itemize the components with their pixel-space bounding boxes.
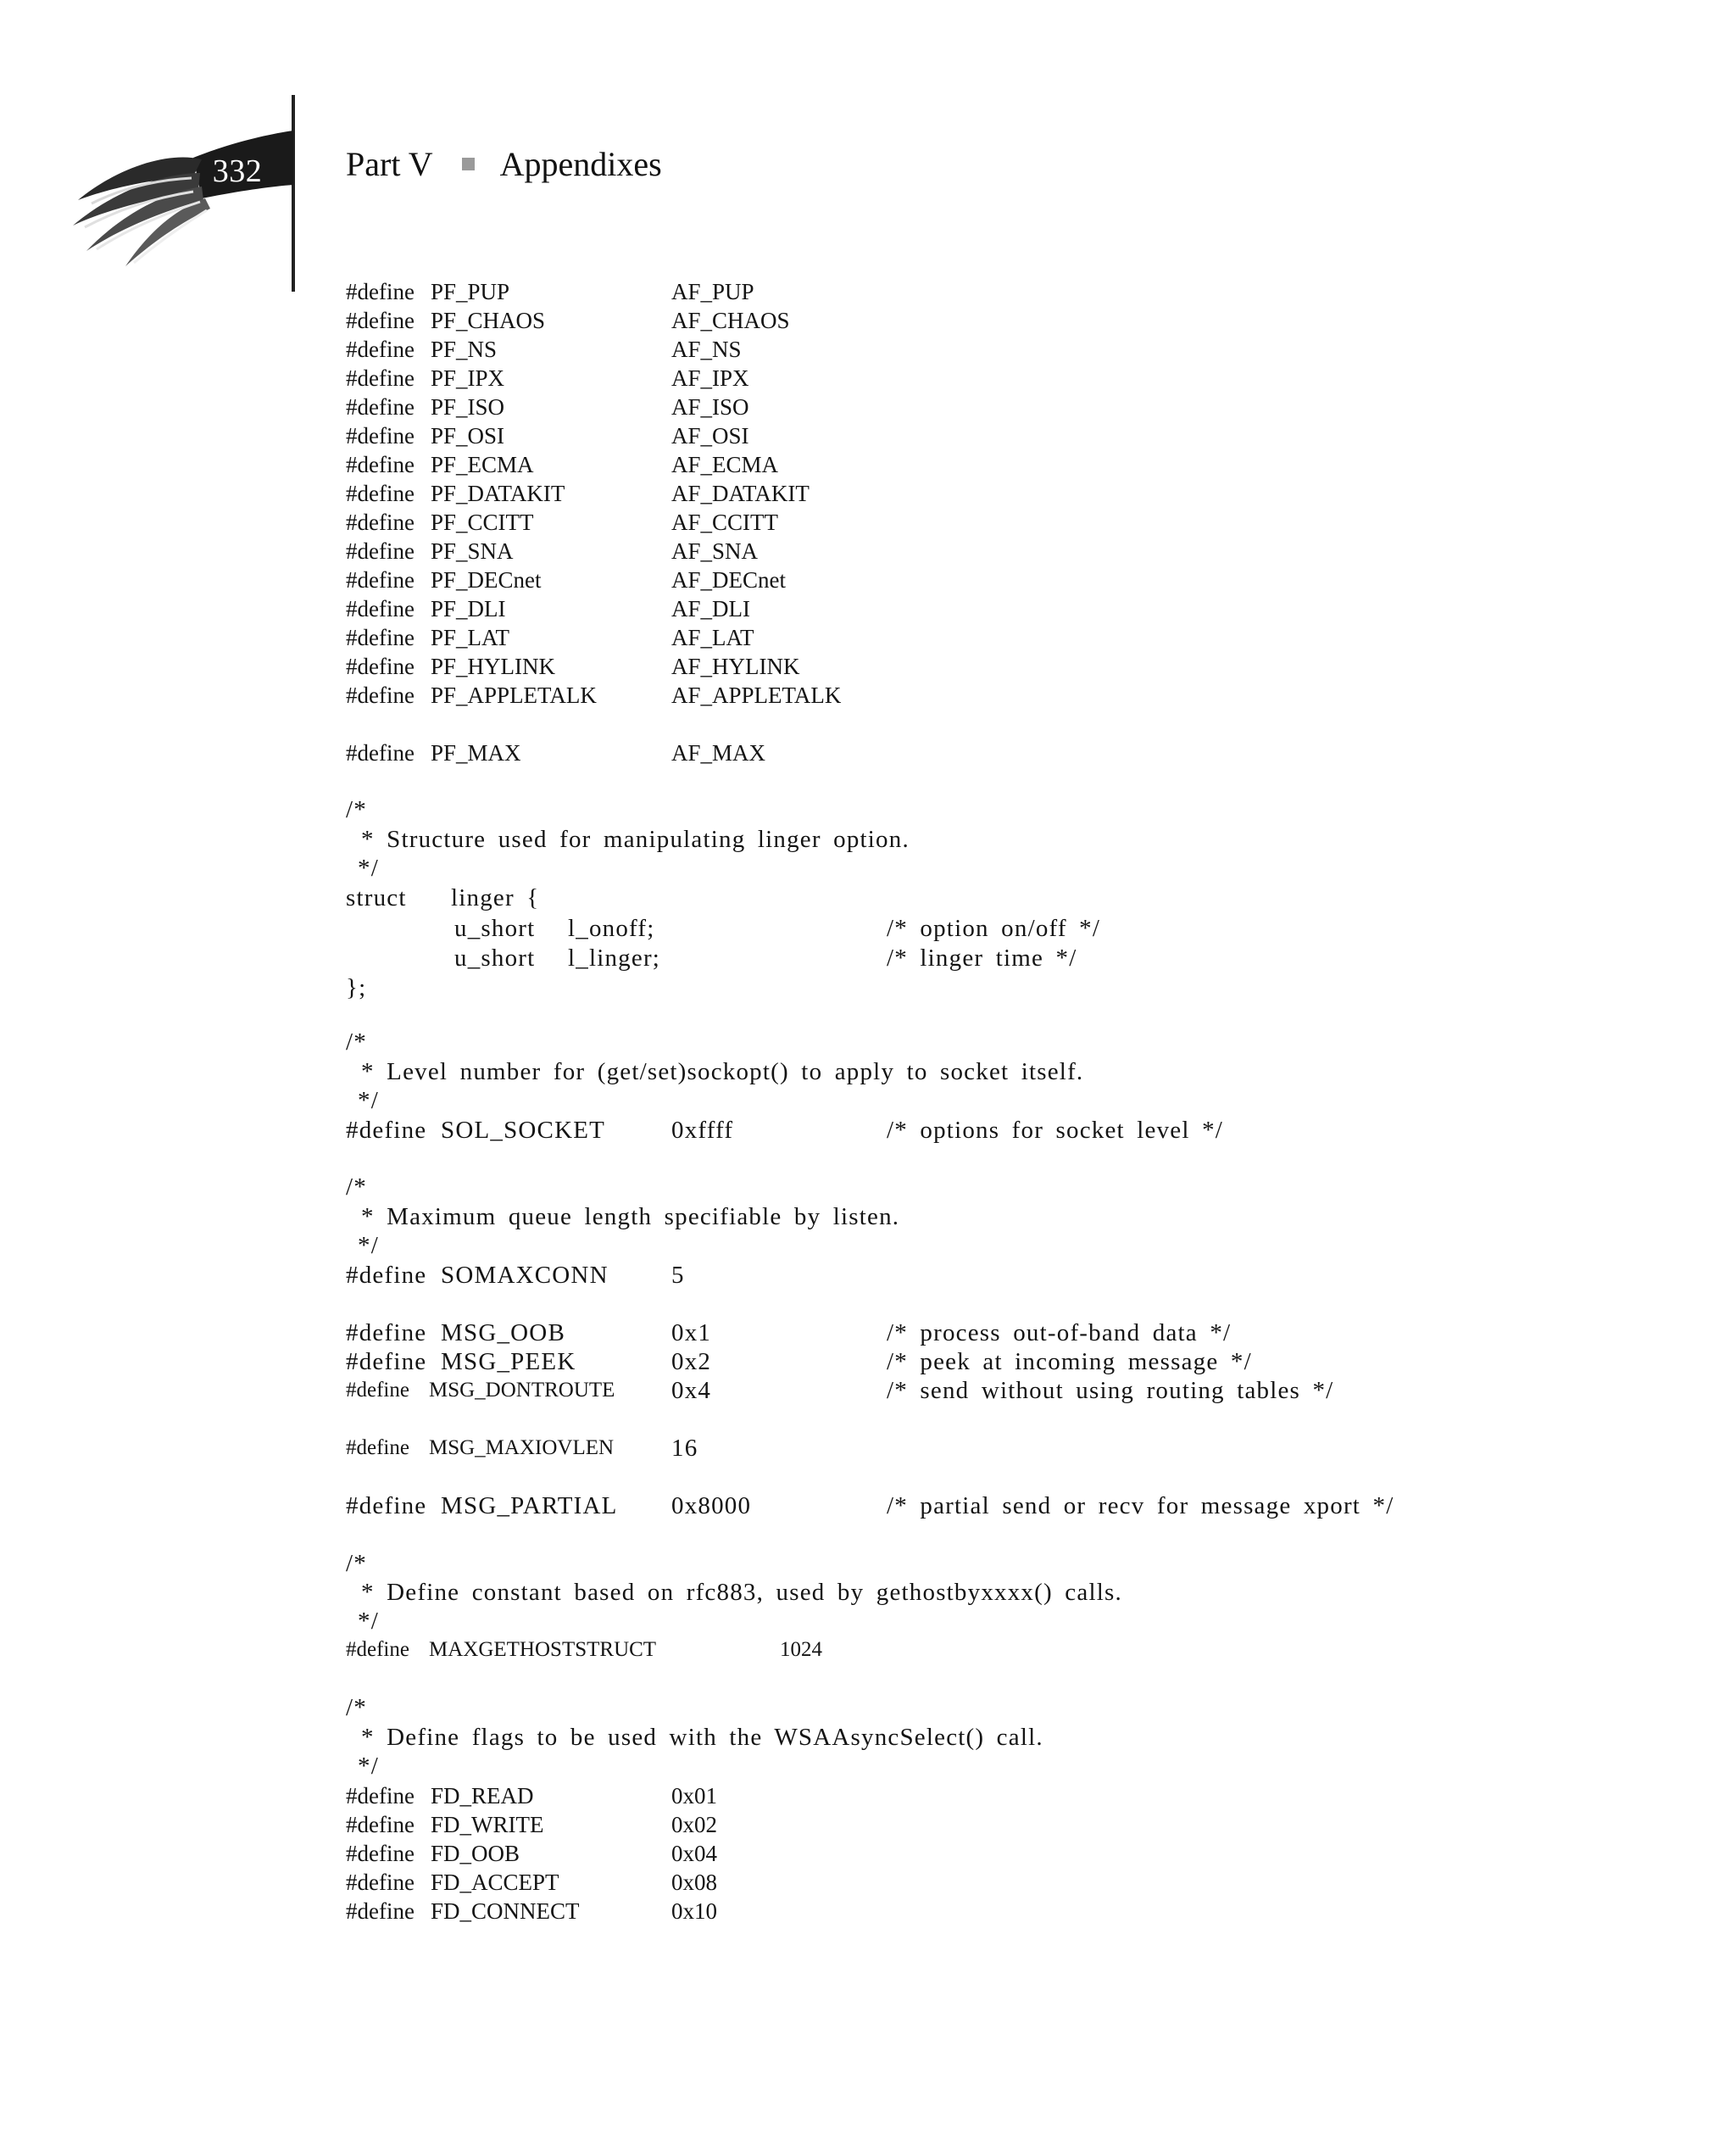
- define-keyword: #define: [346, 1379, 409, 1402]
- define-name: PF_APPLETALK: [431, 683, 597, 708]
- define-name: SOMAXCONN: [441, 1262, 609, 1289]
- comment-text: * Define constant based on rfc883, used by gethostbyxxxx() calls.: [361, 1579, 1122, 1606]
- define-value: AF_ECMA: [671, 452, 779, 477]
- comment-text: * Structure used for manipulating linger option.: [361, 826, 910, 853]
- define-keyword: #define: [346, 567, 415, 593]
- define-value: 0x4: [671, 1377, 712, 1404]
- comment-text: * Maximum queue length specifiable by listen.: [361, 1203, 900, 1230]
- line-comment: /* process out-of-band data */: [887, 1319, 1232, 1346]
- define-name: MSG_DONTROUTE: [429, 1379, 615, 1402]
- define-keyword: #define: [346, 1436, 409, 1459]
- define-keyword: #define: [346, 596, 415, 621]
- define-value: AF_DECnet: [671, 567, 786, 593]
- member-type: u_short: [454, 945, 536, 972]
- member-comment: /* option on/off */: [887, 915, 1101, 942]
- define-name: MSG_PARTIAL: [441, 1492, 618, 1519]
- define-keyword: #define: [346, 538, 415, 564]
- define-value: AF_DATAKIT: [671, 481, 810, 506]
- define-keyword: #define: [346, 1492, 427, 1519]
- define-value: AF_CHAOS: [671, 308, 790, 333]
- define-keyword: #define: [346, 452, 415, 477]
- comment-text: /*: [346, 1173, 367, 1201]
- comment-text: */: [358, 1753, 379, 1780]
- define-keyword: #define: [346, 423, 415, 449]
- define-value: 5: [671, 1262, 685, 1289]
- define-keyword: #define: [346, 394, 415, 420]
- struct-keyword: struct: [346, 884, 407, 911]
- define-name: FD_CONNECT: [431, 1898, 580, 1924]
- define-name: PF_OSI: [431, 423, 505, 449]
- define-name: MSG_PEEK: [441, 1348, 576, 1375]
- define-name: PF_SNA: [431, 538, 514, 564]
- define-name: PF_IPX: [431, 365, 505, 391]
- struct-name: linger {: [451, 884, 540, 911]
- define-value: AF_NS: [671, 337, 742, 362]
- define-name: PF_MAX: [431, 740, 521, 766]
- define-name: PF_ISO: [431, 394, 505, 420]
- define-value: 16: [671, 1435, 698, 1462]
- define-name: FD_ACCEPT: [431, 1870, 559, 1895]
- define-keyword: #define: [346, 654, 415, 679]
- define-value: 0x8000: [671, 1492, 752, 1519]
- member-type: u_short: [454, 915, 536, 942]
- comment-text: /*: [346, 796, 367, 823]
- define-value: 0x1: [671, 1319, 712, 1346]
- define-keyword: #define: [346, 308, 415, 333]
- define-value: AF_OSI: [671, 423, 749, 449]
- comment-text: * Define flags to be used with the WSAAsyncSelect() call.: [361, 1724, 1043, 1751]
- define-name: PF_DLI: [431, 596, 506, 621]
- define-value: AF_HYLINK: [671, 654, 800, 679]
- define-keyword: #define: [346, 683, 415, 708]
- define-keyword: #define: [346, 1812, 415, 1837]
- comment-text: */: [358, 855, 379, 882]
- define-keyword: #define: [346, 365, 415, 391]
- define-name: PF_PUP: [431, 279, 510, 304]
- define-value: AF_APPLETALK: [671, 683, 842, 708]
- define-name: MSG_OOB: [441, 1319, 565, 1346]
- define-keyword: #define: [346, 1841, 415, 1866]
- define-value: AF_LAT: [671, 625, 754, 650]
- comment-text: /*: [346, 1028, 367, 1056]
- define-keyword: #define: [346, 279, 415, 304]
- define-name: MSG_MAXIOVLEN: [429, 1436, 615, 1459]
- define-name: PF_HYLINK: [431, 654, 556, 679]
- line-comment: /* peek at incoming message */: [887, 1348, 1252, 1375]
- define-value: 0x10: [671, 1898, 717, 1924]
- define-keyword: #define: [346, 1262, 427, 1289]
- define-keyword: #define: [346, 1319, 427, 1346]
- line-comment: /* partial send or recv for message xport */: [887, 1492, 1394, 1519]
- line-comment: /* send without using routing tables */: [887, 1377, 1334, 1404]
- define-value: 0x04: [671, 1841, 717, 1866]
- define-name: FD_READ: [431, 1783, 534, 1809]
- define-value: 0xffff: [671, 1117, 734, 1144]
- define-name: PF_LAT: [431, 625, 510, 650]
- define-name: PF_ECMA: [431, 452, 534, 477]
- define-keyword: #define: [346, 337, 415, 362]
- define-keyword: #define: [346, 1348, 427, 1375]
- comment-text: */: [358, 1608, 379, 1635]
- define-value: 1024: [780, 1638, 822, 1661]
- comment-text: * Level number for (get/set)sockopt() to apply to socket itself.: [361, 1058, 1084, 1085]
- define-keyword: #define: [346, 1117, 427, 1144]
- define-value: AF_IPX: [671, 365, 749, 391]
- define-name: PF_DECnet: [431, 567, 542, 593]
- define-value: AF_SNA: [671, 538, 759, 564]
- define-value: AF_ISO: [671, 394, 749, 420]
- define-keyword: #define: [346, 740, 415, 766]
- define-name: PF_DATAKIT: [431, 481, 565, 506]
- define-name: PF_CCITT: [431, 510, 534, 535]
- define-value: AF_PUP: [671, 279, 754, 304]
- define-keyword: #define: [346, 1870, 415, 1895]
- define-value: AF_CCITT: [671, 510, 779, 535]
- define-keyword: #define: [346, 625, 415, 650]
- define-value: 0x2: [671, 1348, 712, 1375]
- comment-text: /*: [346, 1694, 367, 1721]
- define-name: FD_WRITE: [431, 1812, 544, 1837]
- define-name: PF_CHAOS: [431, 308, 546, 333]
- member-name: l_linger;: [568, 945, 661, 972]
- define-value: 0x08: [671, 1870, 717, 1895]
- page-number: 332: [212, 153, 263, 189]
- member-name: l_onoff;: [568, 915, 655, 942]
- comment-text: */: [358, 1087, 379, 1114]
- comment-text: */: [358, 1232, 379, 1259]
- define-name: MAXGETHOSTSTRUCT: [429, 1638, 657, 1661]
- define-keyword: #define: [346, 510, 415, 535]
- define-value: AF_DLI: [671, 596, 750, 621]
- line-comment: /* options for socket level */: [887, 1117, 1224, 1144]
- define-keyword: #define: [346, 1783, 415, 1809]
- define-keyword: #define: [346, 1898, 415, 1924]
- struct-close-brace: };: [346, 974, 367, 1001]
- define-name: SOL_SOCKET: [441, 1117, 606, 1144]
- part-label: Part V: [346, 145, 433, 183]
- define-name: FD_OOB: [431, 1841, 520, 1866]
- define-keyword: #define: [346, 481, 415, 506]
- define-value: 0x02: [671, 1812, 717, 1837]
- define-keyword: #define: [346, 1638, 409, 1661]
- comment-text: /*: [346, 1550, 367, 1577]
- define-value: 0x01: [671, 1783, 717, 1809]
- section-title: Appendixes: [499, 145, 662, 183]
- define-value: AF_MAX: [671, 740, 766, 766]
- member-comment: /* linger time */: [887, 945, 1077, 972]
- define-name: PF_NS: [431, 337, 498, 362]
